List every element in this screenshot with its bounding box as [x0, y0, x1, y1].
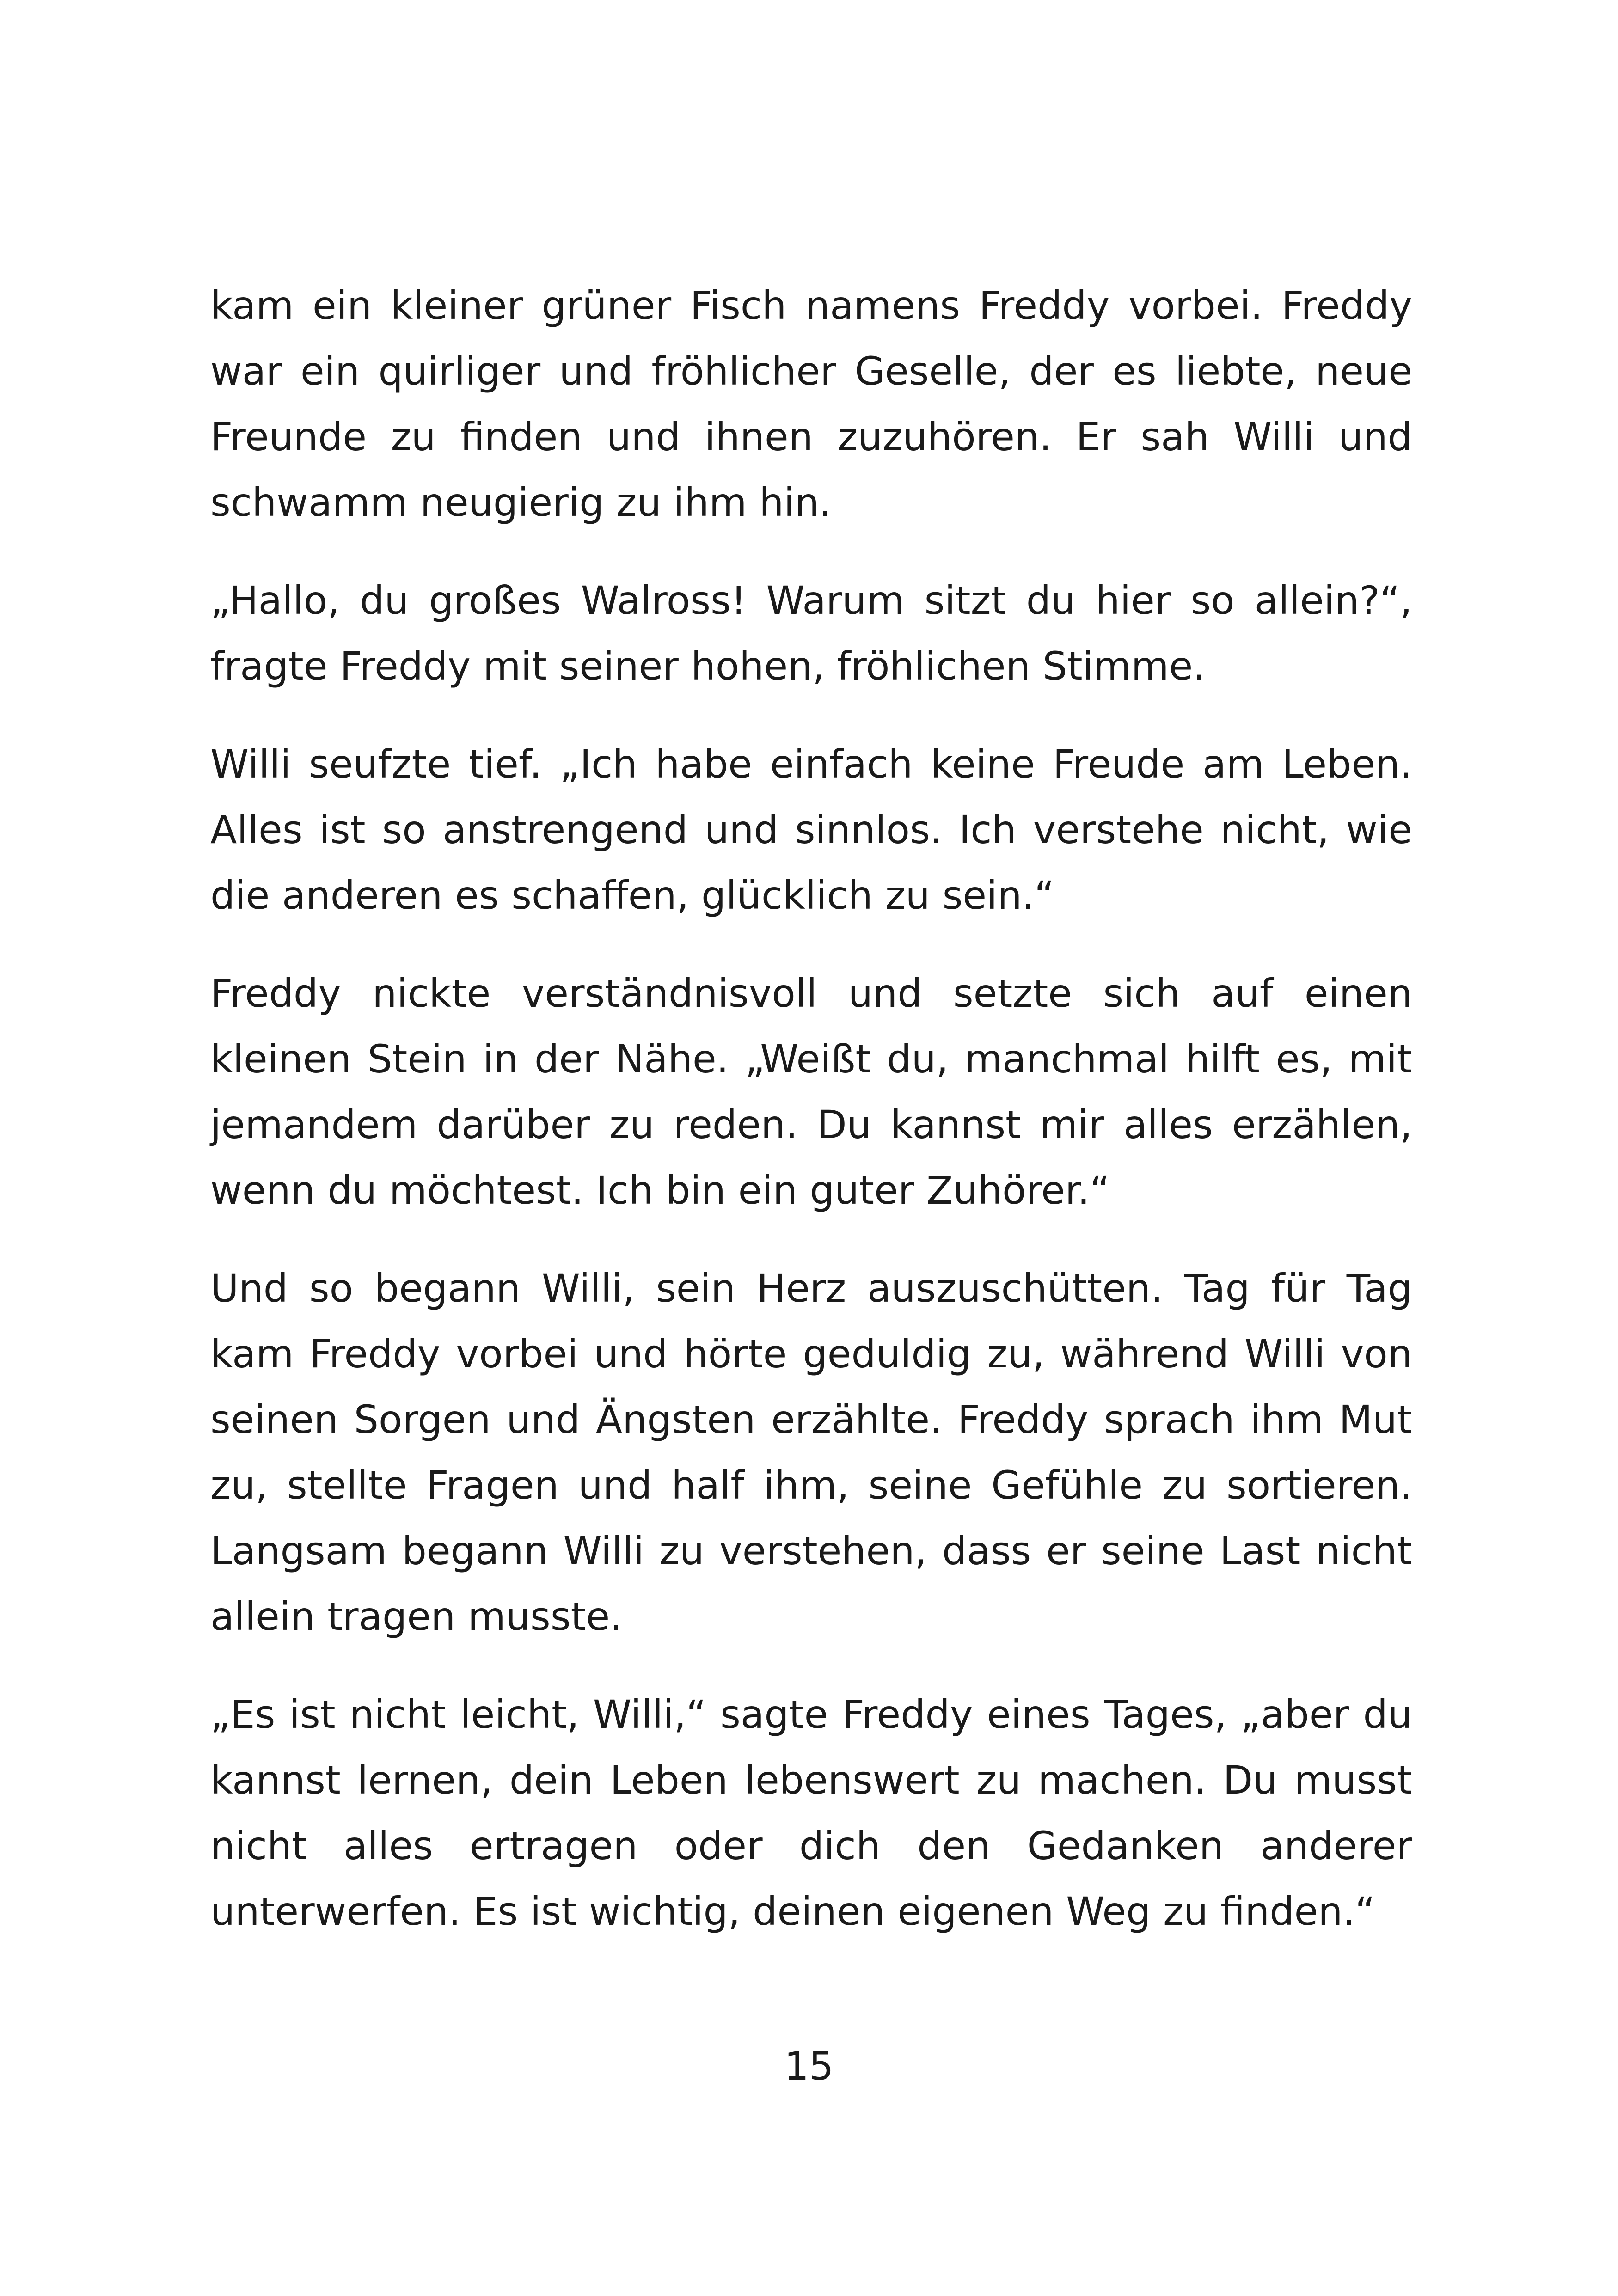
- paragraph-3: Willi seufzte tief. „Ich habe einfach keine Freude am Leben. Alles ist so anstrengend und sinnlos. Ich verstehe nicht, wie die anderen es schaffen, glücklich zu sein.“: [210, 741, 1412, 918]
- paragraph-5: Und so begann Willi, sein Herz auszuschütten. Tag für Tag kam Freddy vorbei und hörte geduldig zu, während Willi von seinen Sorgen und Ängsten erzählte. Freddy sprach ihm Mut zu, stellte Fragen und half ihm, seine Gefühle zu sortieren. Langsam begann Willi zu verstehen, dass er seine Last nicht allein tragen musste.: [210, 1266, 1412, 1639]
- paragraph-4: Freddy nickte verständnisvoll und setzte sich auf einen kleinen Stein in der Nähe. „Weißt du, manchmal hilft es, mit jemandem darüber zu reden. Du kannst mir alles erzählen, wenn du möchtest. Ich bin ein guter Zuhörer.“: [210, 971, 1412, 1213]
- paragraph-1: kam ein kleiner grüner Fisch namens Freddy vorbei. Freddy war ein quirliger und fröhlicher Geselle, der es liebte, neue Freunde zu finden und ihnen zuzuhören. Er sah Willi und schwamm neugierig zu ihm hin.: [210, 283, 1412, 525]
- body-text: [210, 273, 1412, 1977]
- page-number: 15: [784, 2044, 834, 2089]
- paragraph-2: „Hallo, du großes Walross! Warum sitzt du hier so allein?“, fragte Freddy mit seiner hohen, fröhlichen Stimme.: [210, 578, 1412, 689]
- paragraph-6: „Es ist nicht leicht, Willi,“ sagte Freddy eines Tages, „aber du kannst lernen, dein Leben lebenswert zu machen. Du musst nicht alles ertragen oder dich den Gedanken anderer unterwerfen. Es ist wichtig, deinen eigenen Weg zu finden.“: [210, 1692, 1412, 1934]
